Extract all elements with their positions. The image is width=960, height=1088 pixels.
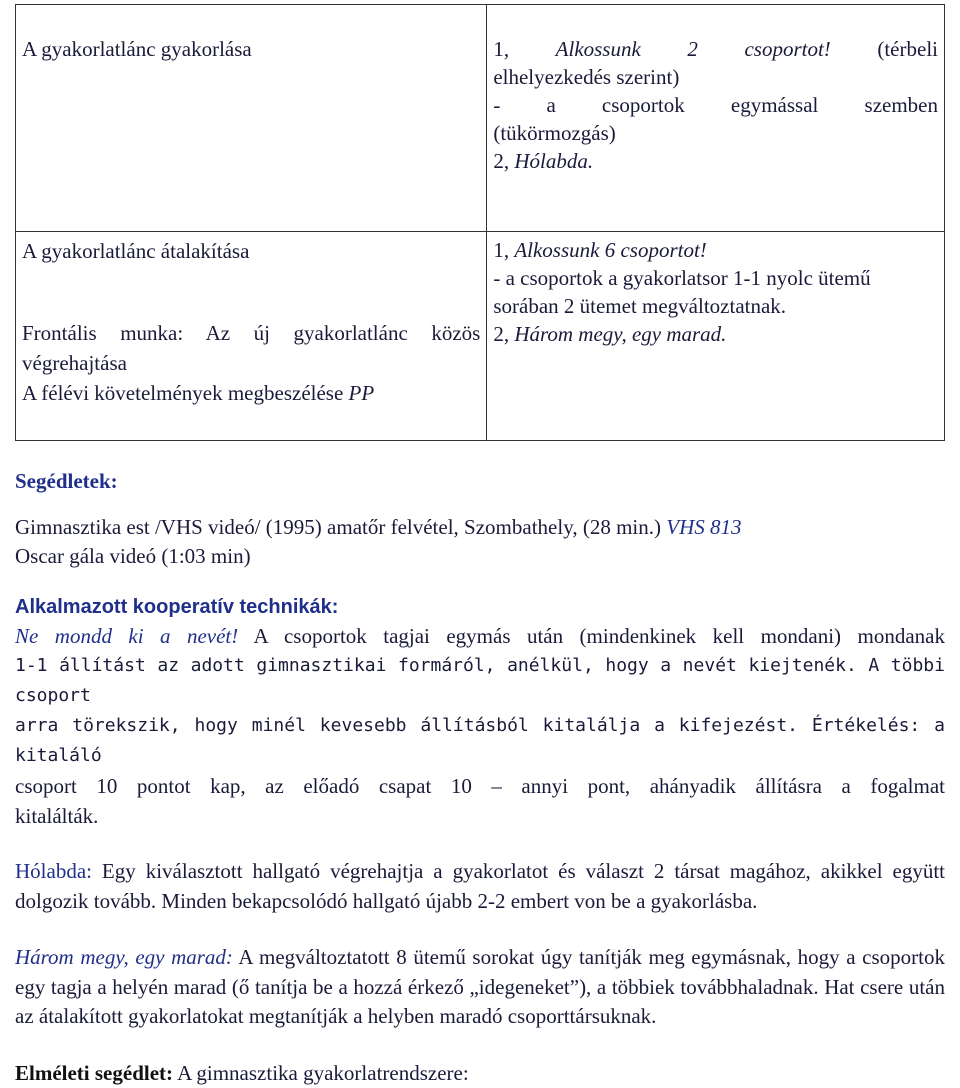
table-cell-description bbox=[487, 5, 945, 232]
theory-resource: Elméleti segédlet: A gimnasztika gyakorlatrendszere: bbox=[15, 1060, 469, 1085]
activity-line: A félévi követelmények megbeszélése PP bbox=[22, 381, 375, 405]
segedletek-heading: Segédletek: bbox=[15, 469, 118, 493]
table-cell-description bbox=[487, 232, 945, 441]
technique-title: Ne mondd ki a nevét! bbox=[15, 624, 239, 648]
activity-title: A gyakorlatlánc gyakorlása bbox=[22, 37, 252, 61]
resource-line: Oscar gála videó (1:03 min) bbox=[15, 544, 251, 568]
technique-paragraph: Ne mondd ki a nevét! A csoportok tagjai egymás után (mindenkinek kell mondani) mondanak 1-1 állítást az adott gimnasztikai formáról, anélkül, hogy a nevét kiejtenék. A többi csoport arra törekszik, hogy minél kevesebb állításból kitalálja a kifejezést. Értékelés: a kitaláló csoport 10 pontot kap, az előadó csapat 10 – annyi pont, ahányadik állításra a fogalmat kitalálták. bbox=[15, 624, 945, 828]
technique-title: Hólabda: bbox=[15, 859, 92, 883]
description-line: 1, Alkossunk 2 csoportot! (térbeli bbox=[493, 37, 938, 61]
description-line: elhelyezkedés szerint) bbox=[493, 65, 680, 89]
table-row bbox=[16, 5, 945, 232]
theory-label: Elméleti segédlet: bbox=[15, 1060, 174, 1085]
resource-line: Gimnasztika est /VHS videó/ (1995) amatőr felvétel, Szombathely, (28 min.) VHS 813 bbox=[15, 515, 742, 539]
description-line: - a csoportok a gyakorlatsor 1-1 nyolc ütemű bbox=[493, 266, 871, 290]
lesson-plan-table bbox=[15, 4, 945, 441]
table-cell-activity bbox=[16, 5, 487, 232]
activity-line: végrehajtása bbox=[22, 351, 127, 375]
table-row bbox=[16, 232, 945, 441]
activity-line: Frontális munka: Az új gyakorlatlánc közös bbox=[22, 321, 481, 345]
description-line: - a csoportok egymással szemben bbox=[493, 93, 938, 117]
description-line: (tükörmozgás) bbox=[493, 121, 616, 145]
description-line: sorában 2 ütemet megváltoztatnak. bbox=[493, 294, 787, 318]
technique-paragraph: Három megy, egy marad: A megváltoztatott 8 ütemű sorokat úgy tanítják meg egymásnak, hogy a csoportok egy tagja a helyén marad (ő tanítja be a hozzá érkező „idegeneket”), a többiek továbbhaladnak. Hat csere után az átalakított gyakorlatokat megtanítják a helyben maradó csoporttársuknak. bbox=[15, 945, 945, 1028]
technique-paragraph: Hólabda: Egy kiválasztott hallgató végrehajtja a gyakorlatot és választ 2 társat magához, akikkel együtt dolgozik tovább. Minden bekapcsolódó hallgató újabb 2-2 embert von be a gyakorlásba. bbox=[15, 859, 945, 913]
description-line: 2, Három megy, egy marad. bbox=[493, 322, 727, 346]
table-cell-activity bbox=[16, 232, 487, 441]
description-line: 1, Alkossunk 6 csoportot! bbox=[493, 238, 707, 262]
activity-title: A gyakorlatlánc átalakítása bbox=[22, 239, 250, 263]
description-line: 2, Hólabda. bbox=[493, 149, 594, 173]
kooperativ-heading: Alkalmazott kooperatív technikák: bbox=[15, 596, 339, 618]
technique-title: Három megy, egy marad: bbox=[15, 945, 233, 969]
document bbox=[15, 0, 945, 1088]
